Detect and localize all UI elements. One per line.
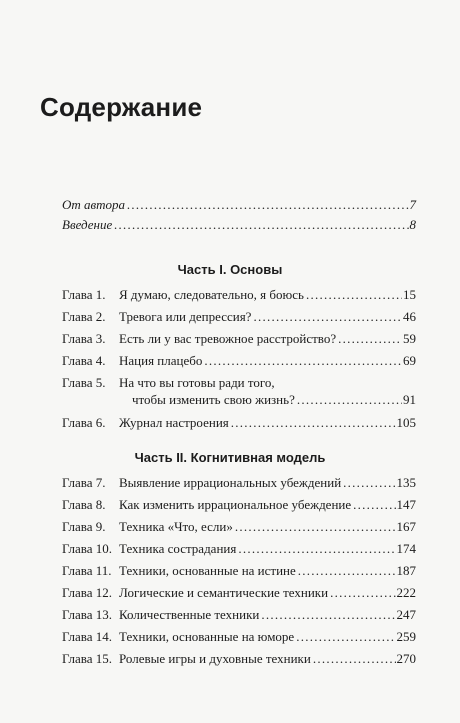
toc-page-number: 247 xyxy=(396,607,416,622)
dot-leader xyxy=(231,414,396,431)
dot-leader xyxy=(296,628,395,645)
part-heading: Часть II. Когнитивная модель xyxy=(134,450,326,465)
chapter-title-line2 xyxy=(119,391,416,408)
toc-entry-introduction xyxy=(62,216,416,233)
toc-page-number: 167 xyxy=(396,519,416,534)
part-heading: Часть I. Основы xyxy=(177,262,283,277)
toc-page-number: 259 xyxy=(396,629,416,644)
toc-chapter xyxy=(62,374,416,408)
dot-leader xyxy=(343,474,395,491)
chapter-title-wrap xyxy=(119,374,416,408)
chapter-title: Техника сострадания xyxy=(119,541,237,556)
chapter-label: Глава 2. xyxy=(62,309,106,324)
toc-chapter xyxy=(62,474,416,491)
toc-page-number: 135 xyxy=(396,475,416,490)
toc-chapter xyxy=(62,518,416,535)
toc-entry-author xyxy=(62,196,416,213)
chapter-label: Глава 7. xyxy=(62,475,106,490)
toc-page-number: 59 xyxy=(403,331,416,346)
chapter-title: Техники, основанные на юморе xyxy=(119,629,295,644)
dot-leader xyxy=(238,540,395,557)
toc-page-number: 15 xyxy=(403,287,416,302)
chapter-label: Глава 12. xyxy=(62,585,113,600)
dot-leader xyxy=(338,330,402,347)
chapter-title: Тревога или депрессия? xyxy=(119,309,252,324)
dot-leader xyxy=(261,606,395,623)
toc-page-number: 8 xyxy=(409,217,416,232)
dot-leader xyxy=(235,518,396,535)
chapter-label: Глава 10. xyxy=(62,541,113,556)
dot-leader xyxy=(313,650,396,667)
toc-chapter xyxy=(62,352,416,369)
chapter-label: Глава 8. xyxy=(62,497,106,512)
chapter-title: Журнал настроения xyxy=(119,415,229,430)
dot-leader xyxy=(114,216,408,233)
chapter-title-continuation: чтобы изменить свою жизнь? xyxy=(132,392,295,407)
dot-leader xyxy=(127,196,408,213)
chapter-title: Количественные техники xyxy=(119,607,260,622)
toc-page-number: 105 xyxy=(396,415,416,430)
chapter-label: Глава 9. xyxy=(62,519,106,534)
toc-chapter xyxy=(62,286,416,303)
toc-page-number: 174 xyxy=(396,541,416,556)
toc-chapter xyxy=(62,496,416,513)
chapter-title: Техника «Что, если» xyxy=(119,519,233,534)
chapter-label: Глава 11. xyxy=(62,563,112,578)
toc-entry-text: От автора xyxy=(62,197,126,212)
toc-chapter xyxy=(62,540,416,557)
chapter-label: Глава 5. xyxy=(62,375,106,390)
page-title: Содержание xyxy=(40,92,203,122)
toc-chapter xyxy=(62,628,416,645)
chapter-label: Глава 1. xyxy=(62,287,106,302)
chapter-title: Техники, основанные на истине xyxy=(119,563,296,578)
toc-chapter xyxy=(62,414,416,431)
toc-page-number: 270 xyxy=(396,651,416,666)
dot-leader xyxy=(297,391,402,408)
chapter-title: Выявление иррациональных убеждений xyxy=(119,475,342,490)
chapter-title: Я думаю, следовательно, я боюсь xyxy=(119,287,304,302)
dot-leader xyxy=(306,286,402,303)
toc-chapter xyxy=(62,308,416,325)
chapter-label: Глава 6. xyxy=(62,415,106,430)
toc-chapter xyxy=(62,606,416,623)
dot-leader xyxy=(204,352,402,369)
chapter-label: Глава 13. xyxy=(62,607,113,622)
toc-entry-text: Введение xyxy=(62,217,113,232)
chapter-label: Глава 14. xyxy=(62,629,113,644)
dot-leader xyxy=(298,562,396,579)
chapter-label: Глава 15. xyxy=(62,651,113,666)
toc-chapter xyxy=(62,562,416,579)
chapter-title: Ролевые игры и духовные техники xyxy=(119,651,311,666)
chapter-title: Как изменить иррациональное убеждение xyxy=(119,497,352,512)
toc-page-number: 46 xyxy=(403,309,416,324)
chapter-title: Нация плацебо xyxy=(119,353,203,368)
dot-leader xyxy=(253,308,402,325)
chapter-title: Логические и семантические техники xyxy=(119,585,329,600)
chapter-title: На что вы готовы ради того, xyxy=(119,375,275,390)
chapter-title: Есть ли у вас тревожное расстройство? xyxy=(119,331,337,346)
chapter-label: Глава 4. xyxy=(62,353,106,368)
dot-leader xyxy=(353,496,395,513)
toc-chapter xyxy=(62,650,416,667)
toc-chapter xyxy=(62,584,416,601)
toc-chapter xyxy=(62,330,416,347)
toc-page-number: 69 xyxy=(403,353,416,368)
toc-page-number: 147 xyxy=(396,497,416,512)
chapter-label: Глава 3. xyxy=(62,331,106,346)
toc-page-number: 91 xyxy=(403,392,416,407)
toc-page-number: 222 xyxy=(396,585,416,600)
dot-leader xyxy=(330,584,395,601)
toc-page-number: 187 xyxy=(396,563,416,578)
toc-page-number: 7 xyxy=(409,197,416,212)
